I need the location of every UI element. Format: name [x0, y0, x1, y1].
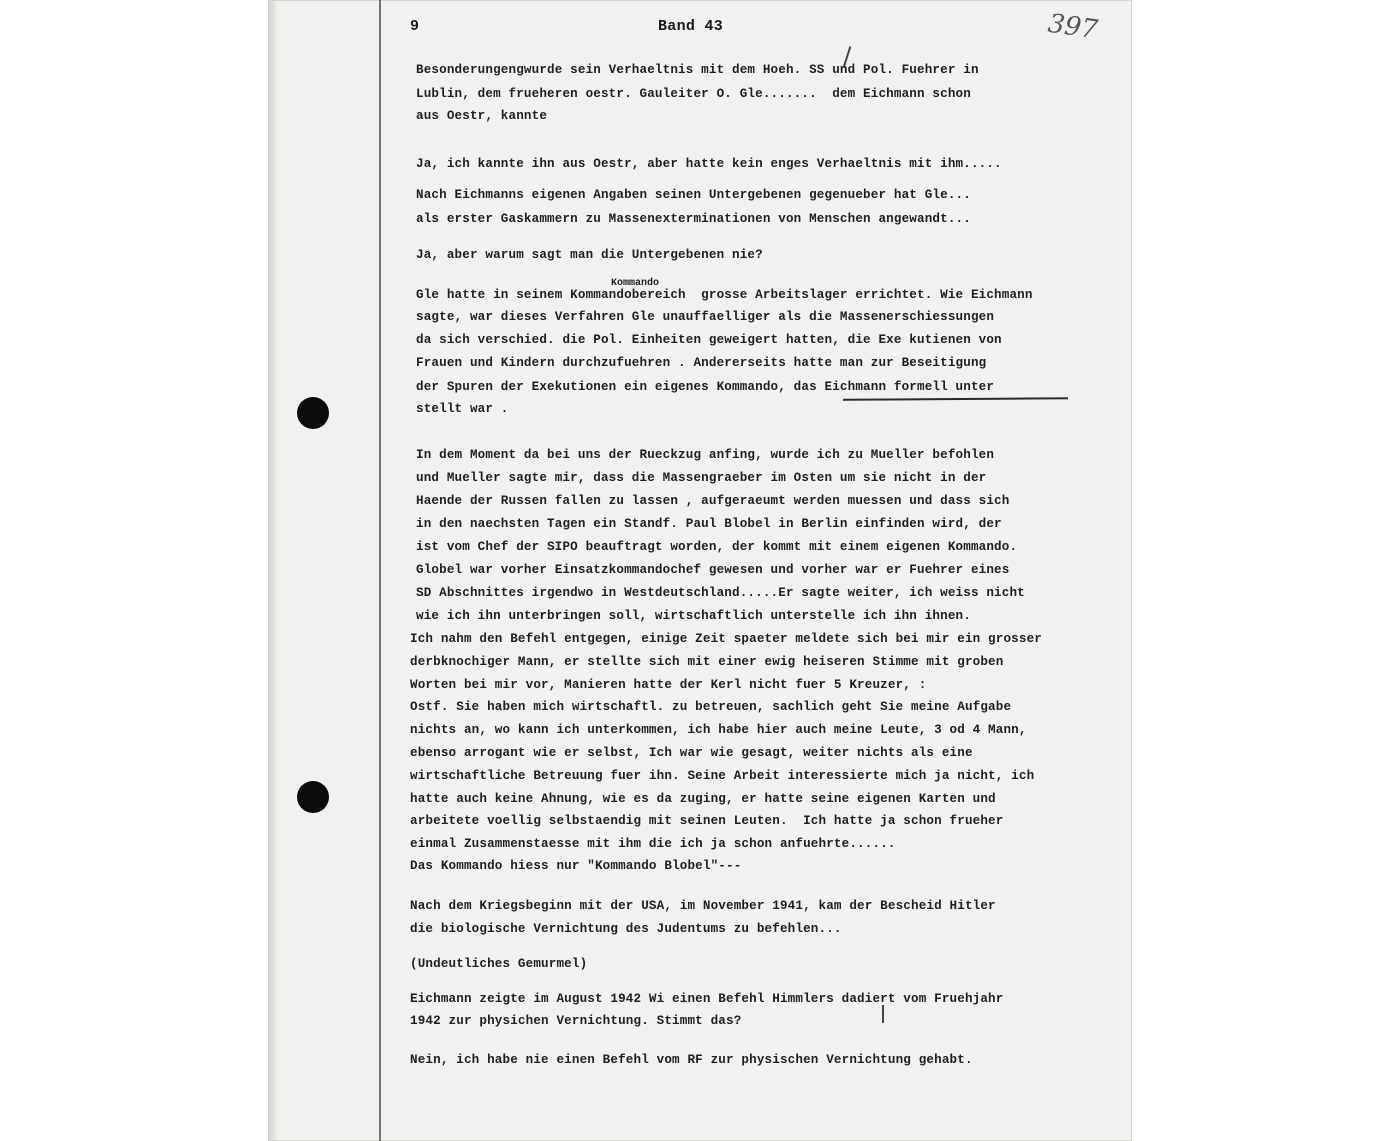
text-line: da sich verschied. die Pol. Einheiten geweigert hatten, die Exe kutienen von — [416, 333, 1002, 347]
punch-hole-lower — [297, 781, 329, 813]
text-line: Ostf. Sie haben mich wirtschaftl. zu betreuen, sachlich geht Sie meine Aufgabe — [410, 700, 1012, 714]
page-edge-shadow — [268, 0, 278, 1141]
text-line: Nach Eichmanns eigenen Angaben seinen Untergebenen gegenueber hat Gle... — [416, 188, 971, 202]
text-line: und Mueller sagte mir, dass die Massengraeber im Osten um sie nicht in der — [416, 471, 987, 485]
text-line: Nach dem Kriegsbeginn mit der USA, im November 1941, kam der Bescheid Hitler — [410, 899, 996, 913]
text-line: Haende der Russen fallen zu lassen , aufgeraeumt werden muessen und dass sich — [416, 494, 1010, 508]
text-line: Globel war vorher Einsatzkommandochef gewesen und vorher war er Fuehrer eines — [416, 563, 1010, 577]
interlinear-correction: Kommando — [611, 278, 660, 289]
text-line: die biologische Vernichtung des Judentums zu befehlen... — [410, 922, 842, 936]
band-label: Band 43 — [658, 18, 724, 35]
text-line: SD Abschnittes irgendwo in Westdeutschland.....Er sagte weiter, ich weiss nicht — [416, 586, 1025, 600]
text-line: einmal Zusammenstaesse mit ihm die ich ja schon anfuehrte...... — [410, 837, 896, 851]
document-page — [268, 0, 1132, 1141]
text-line: derbknochiger Mann, er stellte sich mit einer ewig heiseren Stimme mit groben — [410, 655, 1004, 669]
text-line: der Spuren der Exekutionen ein eigenes Kommando, das Eichmann formell unter — [416, 380, 995, 394]
handwritten-page-number: 397 — [1046, 8, 1100, 46]
text-line: Eichmann zeigte im August 1942 Wi einen Befehl Himmlers dadiert vom Fruehjahr — [410, 992, 1004, 1006]
text-line: Ja, ich kannte ihn aus Oestr, aber hatte kein enges Verhaeltnis mit ihm..... — [416, 157, 1002, 171]
text-line: in den naechsten Tagen ein Standf. Paul Blobel in Berlin einfinden wird, der — [416, 517, 1002, 531]
text-line: 1942 zur physichen Vernichtung. Stimmt das? — [410, 1014, 742, 1028]
punch-hole-upper — [297, 397, 329, 429]
text-line: Ich nahm den Befehl entgegen, einige Zeit spaeter meldete sich bei mir ein grosser — [410, 632, 1043, 646]
text-line: wirtschaftliche Betreuung fuer ihn. Seine Arbeit interessierte mich ja nicht, ich — [410, 769, 1035, 783]
text-line: In dem Moment da bei uns der Rueckzug anfing, wurde ich zu Mueller befohlen — [416, 448, 995, 462]
text-line: als erster Gaskammern zu Massenexterminationen von Menschen angewandt... — [416, 212, 971, 226]
text-line: Besonderungengwurde sein Verhaeltnis mit dem Hoeh. SS und Pol. Fuehrer in — [416, 63, 979, 77]
margin-rule — [379, 0, 381, 1141]
text-line: Worten bei mir vor, Manieren hatte der Kerl nicht fuer 5 Kreuzer, : — [410, 678, 927, 692]
text-line: Das Kommando hiess nur "Kommando Blobel"--- — [410, 859, 742, 873]
text-line: nichts an, wo kann ich unterkommen, ich habe hier auch meine Leute, 3 od 4 Mann, — [410, 723, 1027, 737]
text-line: wie ich ihn unterbringen soll, wirtschaftlich unterstelle ich ihn ihnen. — [416, 609, 971, 623]
text-line: sagte, war dieses Verfahren Gle unauffaelliger als die Massenerschiessungen — [416, 310, 995, 324]
handwritten-underline — [843, 397, 1068, 401]
pen-mark — [882, 1005, 884, 1023]
text-line: (Undeutliches Gemurmel) — [410, 957, 588, 971]
text-line: aus Oestr, kannte — [416, 109, 548, 123]
text-line: ist vom Chef der SIPO beauftragt worden, der kommt mit einem eigenen Kommando. — [416, 540, 1018, 554]
page-number: 9 — [410, 18, 420, 35]
text-line: Gle hatte in seinem Kommandobereich grosse Arbeitslager errichtet. Wie Eichmann — [416, 288, 1033, 302]
text-line: Ja, aber warum sagt man die Untergebenen nie? — [416, 248, 763, 262]
text-line: ebenso arrogant wie er selbst, Ich war wie gesagt, weiter nichts als eine — [410, 746, 973, 760]
text-line: Nein, ich habe nie einen Befehl vom RF zur physischen Vernichtung gehabt. — [410, 1053, 973, 1067]
text-line: stellt war . — [416, 402, 509, 416]
text-line: hatte auch keine Ahnung, wie es da zuging, er hatte seine eigenen Karten und — [410, 792, 996, 806]
text-line: Frauen und Kindern durchzufuehren . Andererseits hatte man zur Beseitigung — [416, 356, 987, 370]
text-line: Lublin, dem frueheren oestr. Gauleiter O. Gle....... dem Eichmann schon — [416, 87, 971, 101]
text-line: arbeitete voellig selbstaendig mit seinen Leuten. Ich hatte ja schon frueher — [410, 814, 1004, 828]
